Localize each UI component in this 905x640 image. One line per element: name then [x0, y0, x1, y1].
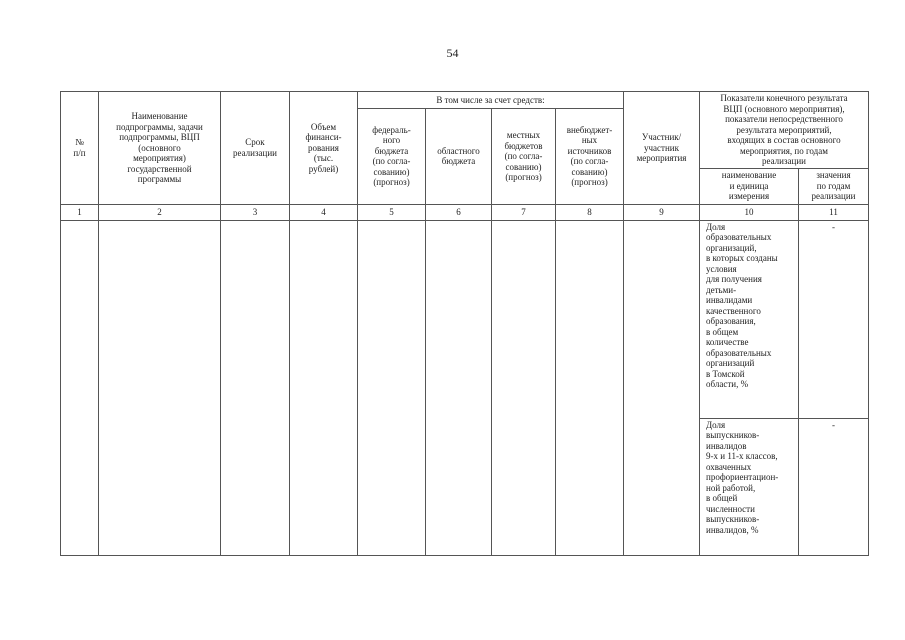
header-indicators-group: Показатели конечного результата ВЦП (основного мероприятия), показатели непосредственного результата мероприятий, входящих в состав основного мероприятия, по годам реализации: [700, 92, 869, 169]
column-number: 2: [99, 204, 221, 220]
header-name: Наименование подпрограммы, задачи подпрограммы, ВЦП (основного мероприятия) государственной программы: [99, 92, 221, 205]
column-number: 11: [799, 204, 869, 220]
header-federal: федераль- ного бюджета (по согла- сованию) (прогноз): [358, 109, 426, 205]
header-local: местных бюджетов (по согла- сованию) (прогноз): [492, 109, 556, 205]
page-number: 54: [446, 46, 459, 60]
indicator-value-cell: -: [799, 418, 869, 555]
header-regional: областного бюджета: [426, 109, 492, 205]
header-indicator-values: значения по годам реализации: [799, 168, 869, 204]
body-cell-empty: [624, 220, 700, 555]
body-cell-empty: [426, 220, 492, 555]
program-table: [60, 91, 869, 556]
indicator-name-cell: Доля выпускников- инвалидов 9-х и 11-х классов, охваченных профориентацион- ной работой, в общей численности выпускников- инвалидов, %: [700, 418, 799, 555]
body-cell-empty: [61, 220, 99, 555]
column-number: 7: [492, 204, 556, 220]
header-volume: Объем финанси- рования (тыс. рублей): [290, 92, 358, 205]
body-cell-empty: [492, 220, 556, 555]
column-number: 6: [426, 204, 492, 220]
header-number: № п/п: [61, 92, 99, 205]
header-participant: Участник/ участник мероприятия: [624, 92, 700, 205]
column-number: 1: [61, 204, 99, 220]
indicator-name-cell: Доля образовательных организаций, в которых созданы условия для получения детьми- инвалидами качественного образования, в общем количестве образовательных организаций в Томской области, %: [700, 220, 799, 418]
body-cell-empty: [221, 220, 290, 555]
header-offbudget: внебюджет- ных источников (по согла- сованию) (прогноз): [556, 109, 624, 205]
body-cell-empty: [99, 220, 221, 555]
header-indicator-name: наименование и единица измерения: [700, 168, 799, 204]
column-number: 10: [700, 204, 799, 220]
header-sources-group: В том числе за счет средств:: [358, 92, 624, 109]
column-number: 9: [624, 204, 700, 220]
column-number: 3: [221, 204, 290, 220]
body-cell-empty: [556, 220, 624, 555]
column-number: 4: [290, 204, 358, 220]
body-cell-empty: [358, 220, 426, 555]
header-term: Срок реализации: [221, 92, 290, 205]
column-number: 5: [358, 204, 426, 220]
indicator-value-cell: -: [799, 220, 869, 418]
body-cell-empty: [290, 220, 358, 555]
column-number: 8: [556, 204, 624, 220]
